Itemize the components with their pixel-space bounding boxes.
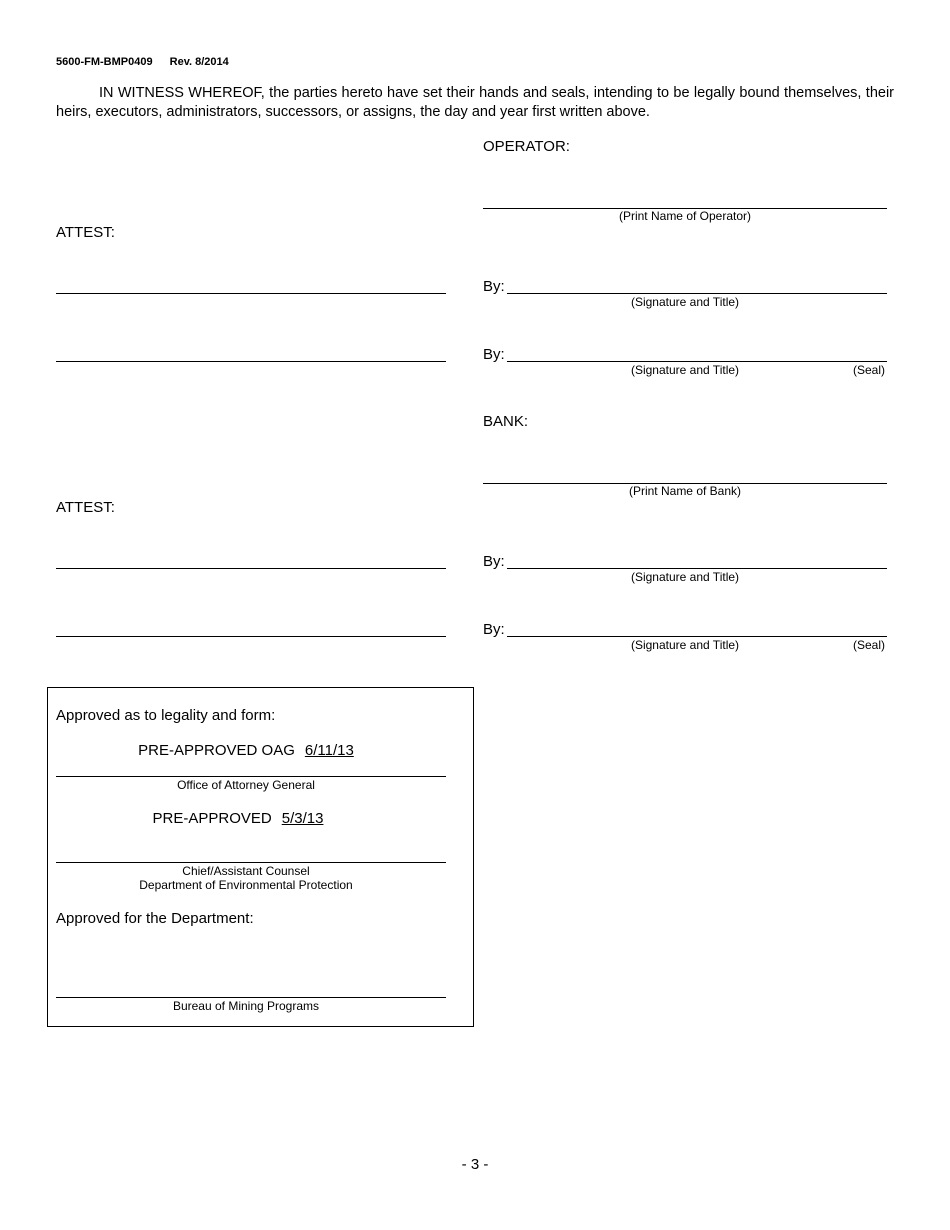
legality-heading: Approved as to legality and form: (56, 707, 276, 724)
oag-approval (56, 742, 436, 759)
form-revision: Rev. 8/2014 (169, 56, 229, 68)
oag-text: PRE-APPROVED OAG (138, 742, 295, 759)
operator-seal-label: (Seal) (853, 363, 886, 377)
attest-label-operator: ATTEST: (56, 224, 115, 241)
bank-name-caption: (Print Name of Bank) (628, 484, 742, 498)
oag-signature-line[interactable] (56, 776, 446, 777)
department-heading: Approved for the Department: (56, 910, 254, 927)
bureau-caption: Bureau of Mining Programs (172, 999, 320, 1013)
operator-heading: OPERATOR: (483, 138, 570, 155)
bank-seal-label: (Seal) (853, 638, 886, 652)
oag-caption: Office of Attorney General (177, 778, 315, 792)
counsel-text: PRE-APPROVED (152, 810, 272, 827)
form-identifier (56, 56, 243, 68)
bank-heading: BANK: (483, 413, 529, 430)
bank-signature-caption-2: (Signature and Title) (630, 638, 740, 652)
approval-box (47, 687, 474, 1027)
operator-signature-line-1[interactable] (507, 293, 887, 294)
attest-line-bank-2[interactable] (56, 636, 446, 637)
attest-line-bank-1[interactable] (56, 568, 446, 569)
witness-paragraph: IN WITNESS WHEREOF, the parties hereto have set their hands and seals, intending to be legally bound themselves, their heirs, executors, administrators, successors, or assigns, the day and year first written above. (56, 85, 894, 120)
counsel-caption-title: Chief/Assistant Counsel (182, 864, 310, 878)
bureau-signature-line[interactable] (56, 997, 446, 998)
bank-signature-line-2[interactable] (507, 636, 887, 637)
operator-by-label-1: By: (483, 278, 505, 295)
attest-line-operator-2[interactable] (56, 361, 446, 362)
bank-signature-caption-1: (Signature and Title) (630, 570, 740, 584)
bank-by-label-2: By: (483, 621, 505, 638)
operator-signature-line-2[interactable] (507, 361, 887, 362)
page-number: - 3 - (461, 1156, 489, 1173)
attest-label-bank: ATTEST: (56, 499, 115, 516)
form-number: 5600-FM-BMP0409 (56, 56, 153, 68)
counsel-approval (56, 810, 420, 827)
attest-line-operator-1[interactable] (56, 293, 446, 294)
bank-signature-line-1[interactable] (507, 568, 887, 569)
oag-date: 6/11/13 (304, 742, 354, 759)
bank-by-label-1: By: (483, 553, 505, 570)
operator-signature-caption-1: (Signature and Title) (630, 295, 740, 309)
counsel-signature-line[interactable] (56, 862, 446, 863)
operator-name-caption: (Print Name of Operator) (618, 209, 752, 223)
operator-by-label-2: By: (483, 346, 505, 363)
counsel-date: 5/3/13 (281, 810, 324, 827)
operator-signature-caption-2: (Signature and Title) (630, 363, 740, 377)
counsel-caption-department: Department of Environmental Protection (139, 878, 353, 892)
